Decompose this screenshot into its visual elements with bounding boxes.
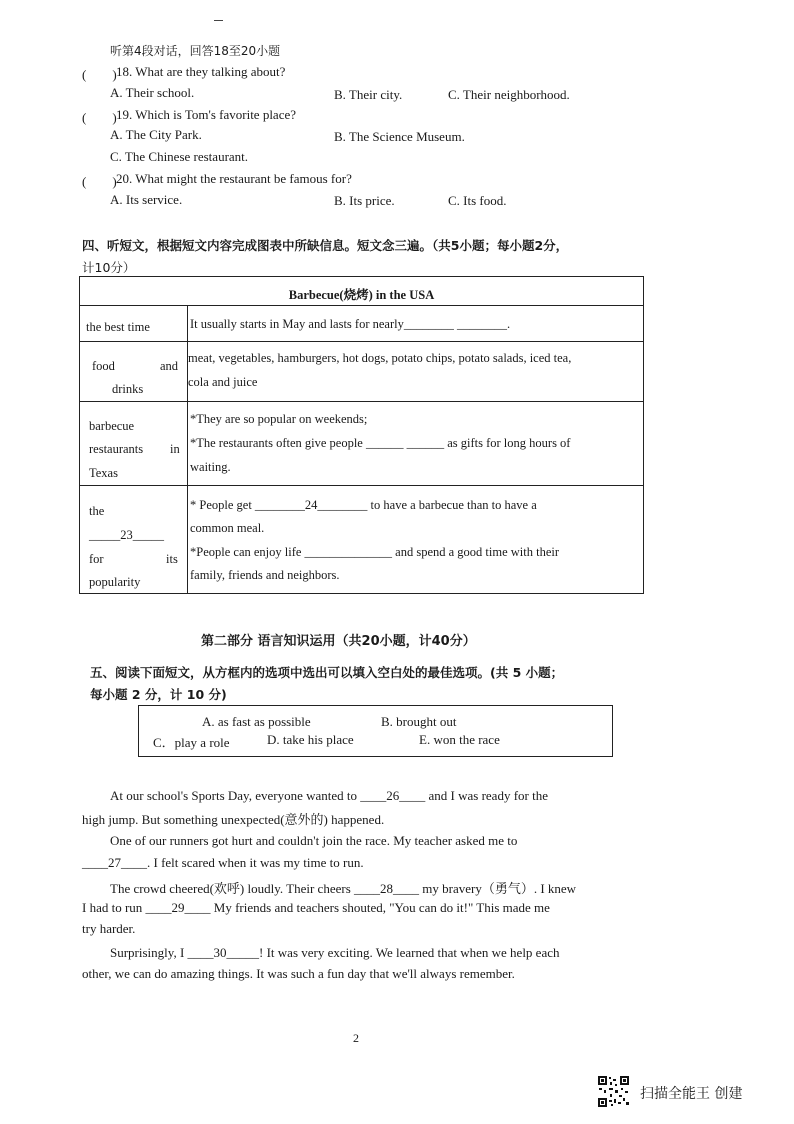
option-b: B. brought out [381,714,457,729]
option-19c: C. The Chinese restaurant. [110,149,249,164]
question-18: 18. What are they talking about? [116,64,286,79]
scanner-app-label: 扫描全能王 创建 [640,1086,743,1102]
passage-line: I had to run ____29____ My friends and teachers shouted, "You can do it!" This made me [82,900,550,915]
options-box [138,705,613,757]
passage-line: Surprisingly, I ____30_____! It was very exciting. We learned that when we help each [110,945,560,960]
row-label-drinks: drinks [112,382,144,396]
row-text-food-line2: cola and juice [188,375,258,389]
barbecue-table [79,276,644,594]
table-title: Barbecue(烧烤) in the USA [288,288,435,302]
row-label-for: for [89,552,104,566]
option-20b: B. Its price. [334,193,395,208]
passage-line: other, we can do amazing things. It was such a fun day that we'll always remember. [82,966,515,981]
section5-heading-cont: 每小题 2 分，计 10 分) [90,687,227,702]
passage-line: try harder. [82,921,136,936]
table-divider [80,401,643,402]
row-text-food-line1: meat, vegetables, hamburgers, hot dogs, potato chips, potato salads, iced tea, [188,351,572,365]
row-label-restaurants: restaurants [89,442,144,456]
row-label-food: food [92,359,115,373]
option-c: C．play a role [153,735,230,750]
row-text-popularity-line2: common meal. [190,521,265,535]
row-label-in: in [170,442,180,456]
passage-line: At our school's Sports Day, everyone wanted to ____26____ and I was ready for the [110,788,548,803]
option-a: A. as fast as possible [202,714,311,729]
row-label-barbecue: barbecue [89,419,135,433]
row-label-texas: Texas [89,466,118,480]
option-19b: B. The Science Museum. [334,129,465,144]
row-text-popularity-line4: family, friends and neighbors. [190,568,340,582]
answer-paren-18: ( ) [82,67,117,82]
passage-line: ____27____. I felt scared when it was my time to run. [82,855,364,870]
passage-line: The crowd cheered(欢呼) loudly. Their cheers ____28____ my bravery（勇气）. I knew [110,881,577,896]
section5-heading: 五、阅读下面短文，从方框内的选项中选出可以填入空白处的最佳选项。(共 5 小题； [90,665,564,680]
option-e: E. won the race [419,732,500,747]
option-18c: C. Their neighborhood. [448,87,570,102]
row-text-texas-line3: waiting. [190,460,231,474]
table-column-divider [187,305,188,593]
scan-mark [214,20,223,21]
table-divider [80,341,643,342]
section4-heading: 四、听短文，根据短文内容完成图表中所缺信息。短文念三遍。（共5小题；每小题2分， [82,238,569,253]
option-d: D. take his place [267,732,354,747]
passage-line: One of our runners got hurt and couldn't join the race. My teacher asked me to [110,833,518,848]
question-20: 20. What might the restaurant be famous for? [116,171,352,186]
qr-code-icon [597,1075,630,1108]
option-18b: B. Their city. [334,87,403,102]
passage-line: high jump. But something unexpected(意外的) happened. [82,812,385,827]
table-divider [80,305,643,306]
option-20c: C. Its food. [448,193,507,208]
listening-instruction: 听第4段对话，回答18至20小题 [110,44,281,58]
row-label-blank-23: _____23_____ [89,528,164,542]
answer-paren-20: ( ) [82,174,117,189]
row-label-the: the [89,504,105,518]
row-text-popularity-line1: * People get ________24________ to have a barbecue than to have a [190,498,537,512]
row-label-its: its [166,552,178,566]
option-18a: A. Their school. [110,85,195,100]
table-divider [80,485,643,486]
option-20a: A. Its service. [110,192,183,207]
row-label-best-time: the best time [86,320,150,334]
row-text-texas-line1: *They are so popular on weekends; [190,412,368,426]
row-label-popularity: popularity [89,575,141,589]
row-label-and: and [160,359,179,373]
page-number: 2 [353,1031,359,1045]
part2-heading: 第二部分 语言知识运用（共20小题，计40分） [201,634,476,649]
section4-heading-cont: 计10分） [82,260,136,275]
row-text-best-time: It usually starts in May and lasts for nearly________ ________. [190,317,511,331]
question-19: 19. Which is Tom's favorite place? [116,107,297,122]
option-19a: A. The City Park. [110,127,202,142]
row-text-texas-line2: *The restaurants often give people ______ ______ as gifts for long hours of [190,436,571,450]
answer-paren-19: ( ) [82,110,117,125]
row-text-popularity-line3: *People can enjoy life ______________ and spend a good time with their [190,545,560,559]
